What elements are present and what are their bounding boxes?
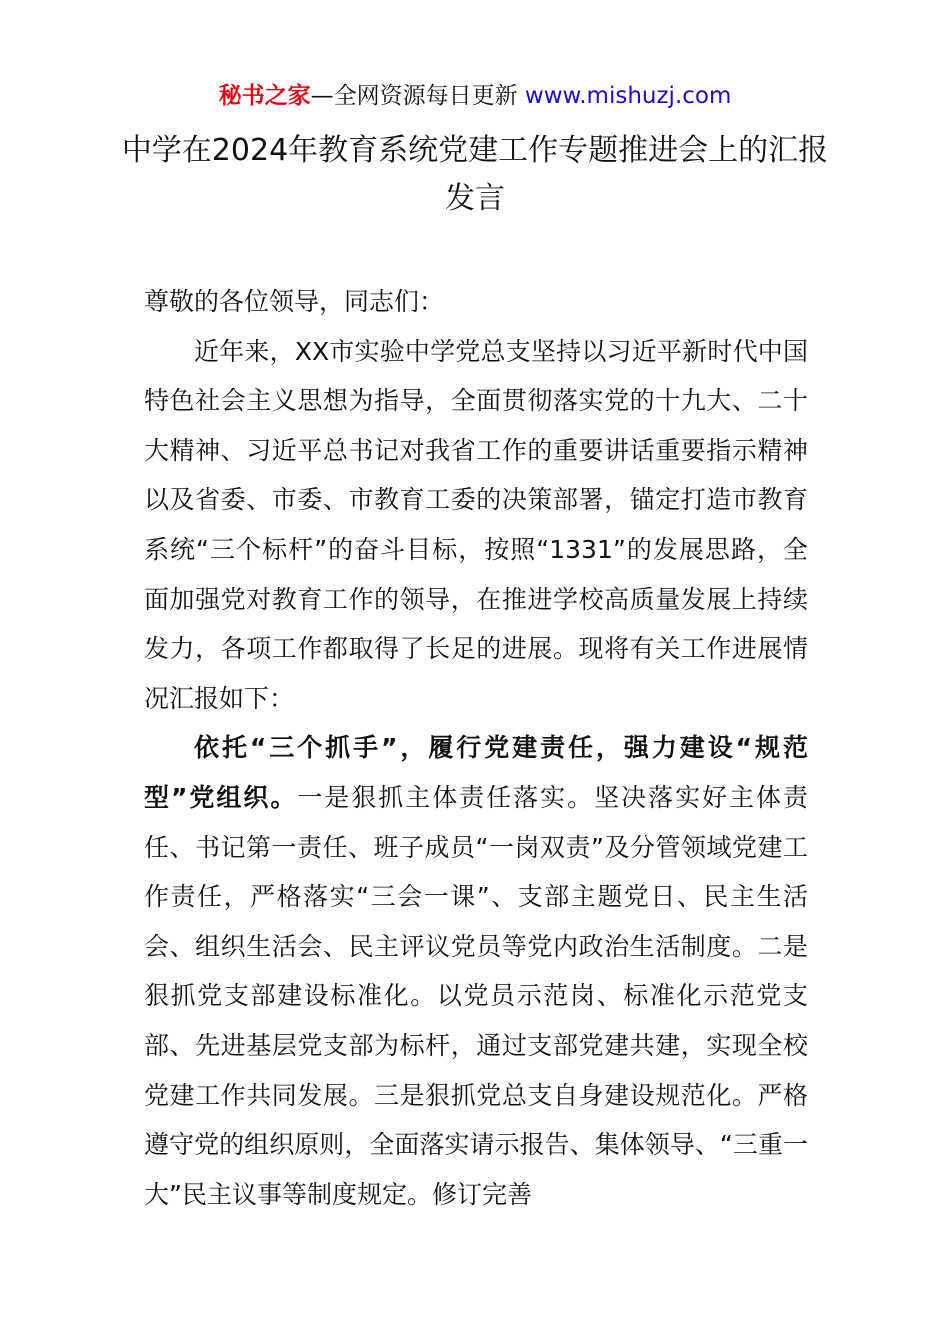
site-banner [0, 80, 950, 112]
site-slogan: —全网资源每日更新 [310, 83, 518, 109]
salutation: 尊敬的各位领导，同志们： [144, 287, 445, 316]
section-body: 一是狠抓主体责任落实。坚决落实好主体责任、书记第一责任、班子成员“一岗双责”及分管领域党建工作责任，严格落实“三会一课”、支部主题党日、民主生活会、组织生活会、民主评议党员等党内政治生活制度。二是狠抓党支部建设标准化。以党员示范岗、标准化示范党支部、先进基层党支部为标杆，通过支部党建共建，实现全校党建工作共同发展。三是狠抓党总支自身建设规范化。严格遵守党的组织原则，全面落实请示报告、集体领导、“三重一大”民主议事等制度规定。修订完善 [144, 782, 808, 1209]
document-title: 中学在2024年教育系统党建工作专题推进会上的汇报发言 [121, 133, 829, 216]
paragraph-intro: 近年来，XX市实验中学党总支坚持以习近平新时代中国特色社会主义思想为指导，全面贯彻落实党的十九大、二十大精神、习近平总书记对我省工作的重要讲话重要指示精神以及省委、市委、市教育工委的决策部署，锚定打造市教育系统“三个标杆”的奋斗目标，按照“1331”的发展思路，全面加强党对教育工作的领导，在推进学校高质量发展上持续发力，各项工作都取得了长足的进展。现将有关工作进展情况汇报如下： [144, 336, 808, 713]
section-heading: 依托“三个抓手”，履行党建责任，强力建设“规范型”党组织。 [144, 733, 808, 812]
document-body [144, 277, 808, 1219]
site-url-link[interactable]: www.mishuzj.com [524, 83, 732, 109]
paragraph-section-1 [144, 723, 808, 1219]
site-brand: 秘书之家 [218, 83, 311, 109]
